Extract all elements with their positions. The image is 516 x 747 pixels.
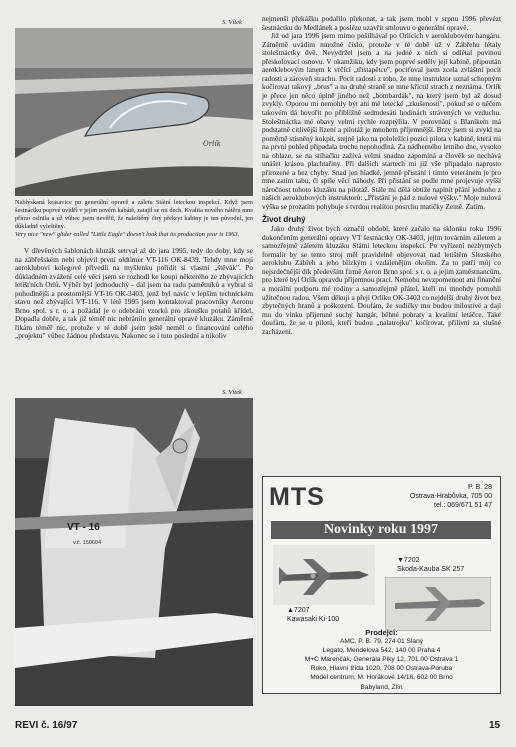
mts-advertisement: [262, 476, 501, 694]
sellers-block: [263, 628, 500, 692]
seller-line: Legato, Mendelova 542, 140 00 Praha 4: [322, 647, 441, 655]
glider-tail-photo: [15, 398, 253, 706]
section-heading: Život druhý: [262, 214, 306, 224]
item2-code: ▲7207: [287, 607, 310, 614]
news-banner: Novinky roku 1997: [271, 521, 491, 539]
serial-label: v.č. 150604: [73, 540, 102, 546]
seller-line: Babyland, Zlín: [360, 683, 403, 691]
item2-name: Kawasaki Ki-100: [287, 616, 340, 623]
photo-credit-bottom: S. Vítek: [222, 389, 242, 396]
mts-logo: MTS: [269, 483, 325, 511]
left-column-text: [15, 247, 253, 341]
page-number: 15: [489, 720, 501, 731]
glider-cockpit-illustration: [15, 28, 253, 196]
item1-code: ▼7202: [397, 557, 420, 564]
photo-caption-top: [15, 199, 253, 239]
mts-address: [410, 483, 492, 510]
glider-tail-illustration: [15, 398, 253, 706]
address-line: P. B. 28: [467, 484, 492, 491]
right-column-text: [262, 15, 501, 336]
registration-label: VT - 16: [67, 522, 100, 533]
right-paragraph: Již od jara 1996 jsem mimo pošilhával po Orlících v aeroklubovém hangáru. Záměrně uvádím množné číslo, protože v té době už v Zábřehu létaly stoleštnáctky dvě. Nevydržel jsem a na jedné z nich si odlétal povinou přeskolovací osnovu. V okamžiku, kdy jsem poprvé sedělv její kabině, připoután aeroklebovým lanem k vrčící „třístapětce", pociťoval jsem zcela zvláštní pocit radosti a zároveň strachu. Pocit radosti z toho, že mne instruktor uznal schopným kočírovat takový „brus" a na druhé straně se mne kříctil strach z neznáma. Orlík je přece jen něco úplně jiného než „bombardák", na který jsem byl až dosud zvyklý. Oporou mi nemohly být ani mé letecké „zkušenosti", pokud se o něčem takovém dá hovořit po přibližně sedmdesáti hodinách strávených ve vzduchu. Stoleštnáctka mé obavy velmi rychle rozptýlila. V porovnání s Blaníkem má podstatně citlivější řízení a pilotáž je mnohem příjemnější. Brzy jsem si zvykl na poměrně stísněný kokpit, stejně jako na pololežící pozici pilota v kabině, která mi na první pohled připadala trochu nepohodlná. Za nádherného letního dne, vysoko na oblaze, se na stíhačku zažívá velmi snadno zapomíná a člověk se nechává unášet krásou plachtařiny. Při dalších startech mi již vše připadalo naprosto přirozené a bez chyby. Snad jen hladké, jemně přistání i tímto veteránem je pro mne zatím tabu, či spíše věcí náhody. Při přistání se podle mne projevuje vyšší náročnost tohoto kluzáku na pilotáž. Stále mi dělá obtíže naplnit přání jednoho z našich aeroklubových instruktorů: „Přistání je pád z nulové výšky." Moje nulová výška se prozatím pohybuje s tvrdou realitou posrchu matičky Země. Zatím.: [262, 31, 501, 212]
magazine-issue-label: REVI č. 16/97: [15, 720, 78, 731]
kawasaki-plane-image: [273, 545, 375, 605]
address-line: Ostrava-Hrabůvka, 705 00: [409, 493, 492, 500]
left-paragraph: V dřevěných šablonách kluzák setrval až do jara 1995, tedy do doby, kdy se na zábřešském nebi objevil první oldtimer VT-116 OK-8439. Tehdy mne mojí aerokluboví kolegové přivedli na myšlenku pořídit si vlastní „štěvák". Po důkladném zvážení celé věci jsem se rozhodl ke koupi některého ze zbývajících letišťních Orlů. Výběr byl jednoduchý - dal jsem na radu pamětníků a vybral si pohodlnější a prostornější VT-16 OK-3403, jenž byl navíc v lepším technickém stavu než zbývající VT-116. V létě 1995 jsem kontaktoval pracovníky Aeronu Brno spol. s r. o. a požádal je o odebrání vzorků pro zkoušku potahů křídel. Dopadla dobře, a tak již téměř nic nebránilo generální opravě kluzáku. Záměrně říkám téměř nic, protože v té době jsem ještě neměl o financování celého „projektu" vůbec žádnou představu. Nakonec se i tuto poslední a nikoliv: [15, 246, 253, 341]
seller-line: M+C Marenčák, Generála Piky 12, 701 00 Ostrava 1: [304, 656, 459, 664]
address-line: tel.: 069/671 51 47: [434, 502, 492, 509]
photo-credit-top: S. Vítek: [222, 19, 242, 26]
glider-name-label: Orlík: [203, 140, 221, 148]
item1-name: Skoda-Kauba SK 257: [397, 566, 465, 573]
seller-line: Model centrum, M. Horákové 14/16, 602 00 Brno: [310, 674, 453, 682]
skoda-box-image: [385, 577, 491, 631]
caption-czech: Nablýskaná krasavice po generální opravě a záletu Státní leteckou inspekcí. Když jsem šestnáctku poprvé uviděl v jejím novém kabátě, zatajil se mi dech. Kvalita nového nátěru mne přímo oslnila a už vůbec jsem nevěřil, že naleštěný čirý překryt kabiny je ten původní, jen důkladně vyleštěný.: [15, 199, 253, 231]
right-paragraph: nejmenší překážku podařilo překonat, a tak jsem mohl v srpnu 1996 převézt šestnáctku do Medlánek a posléze uzavřít smlouvu o generální opravě.: [262, 14, 501, 32]
sellers-title: Prodejci:: [365, 628, 398, 637]
glider-cockpit-photo: [15, 28, 253, 196]
caption-english: Very nice "new" glider called "Little Eagle" doesn't look that its production year is 1963.: [15, 231, 240, 239]
seller-line: Roko, Hlavní třída 1020, 708 00 Ostrava-Poruba: [310, 665, 453, 673]
right-paragraph: Jako druhý život bych označil období, které začalo na sklonku roku 1996 dokončením generální opravy VT šestnáctky OK-3403, jejím továrním záletem a samozřejmě záletem kluzáku Státní leteckou inspekcí. Po vyřízení nezbytných formalit by se tento stroj měl pravidelně objevovat nad letištěm Slezského aeroklubu Zábřeh a jeho blízkým i vzdálenějím okolím. Za to patří můj co nejsrdečnější dík především firmě Aeron Brno spol. s r. o. a jejím zaměstnancům, pro které byl Orlík opravdu příjemnou prací. Nemohu nevzpomenout ani finanční a morální podporu mé rodiny a samozřejmě přátel, kteří mi mnohdy pomohli užitečnou radou. Všem děkuji a přeji Orlíku OK-3403 co nejdelší druhý život bez zbytečných hranů a poškození. Doufám, že sudičky mu budou milostivé a dají mu do vínku příjemné suchý hangár, běhné pohraty a kvalitní letáčce. Také doufám, že se u pilotů, kteří budou „nalatrojku" kočírovat, přilívní za slušné zacházení.: [262, 224, 501, 336]
seller-line: AMC, P. B. 79, 274 01 Slaný: [339, 638, 424, 646]
